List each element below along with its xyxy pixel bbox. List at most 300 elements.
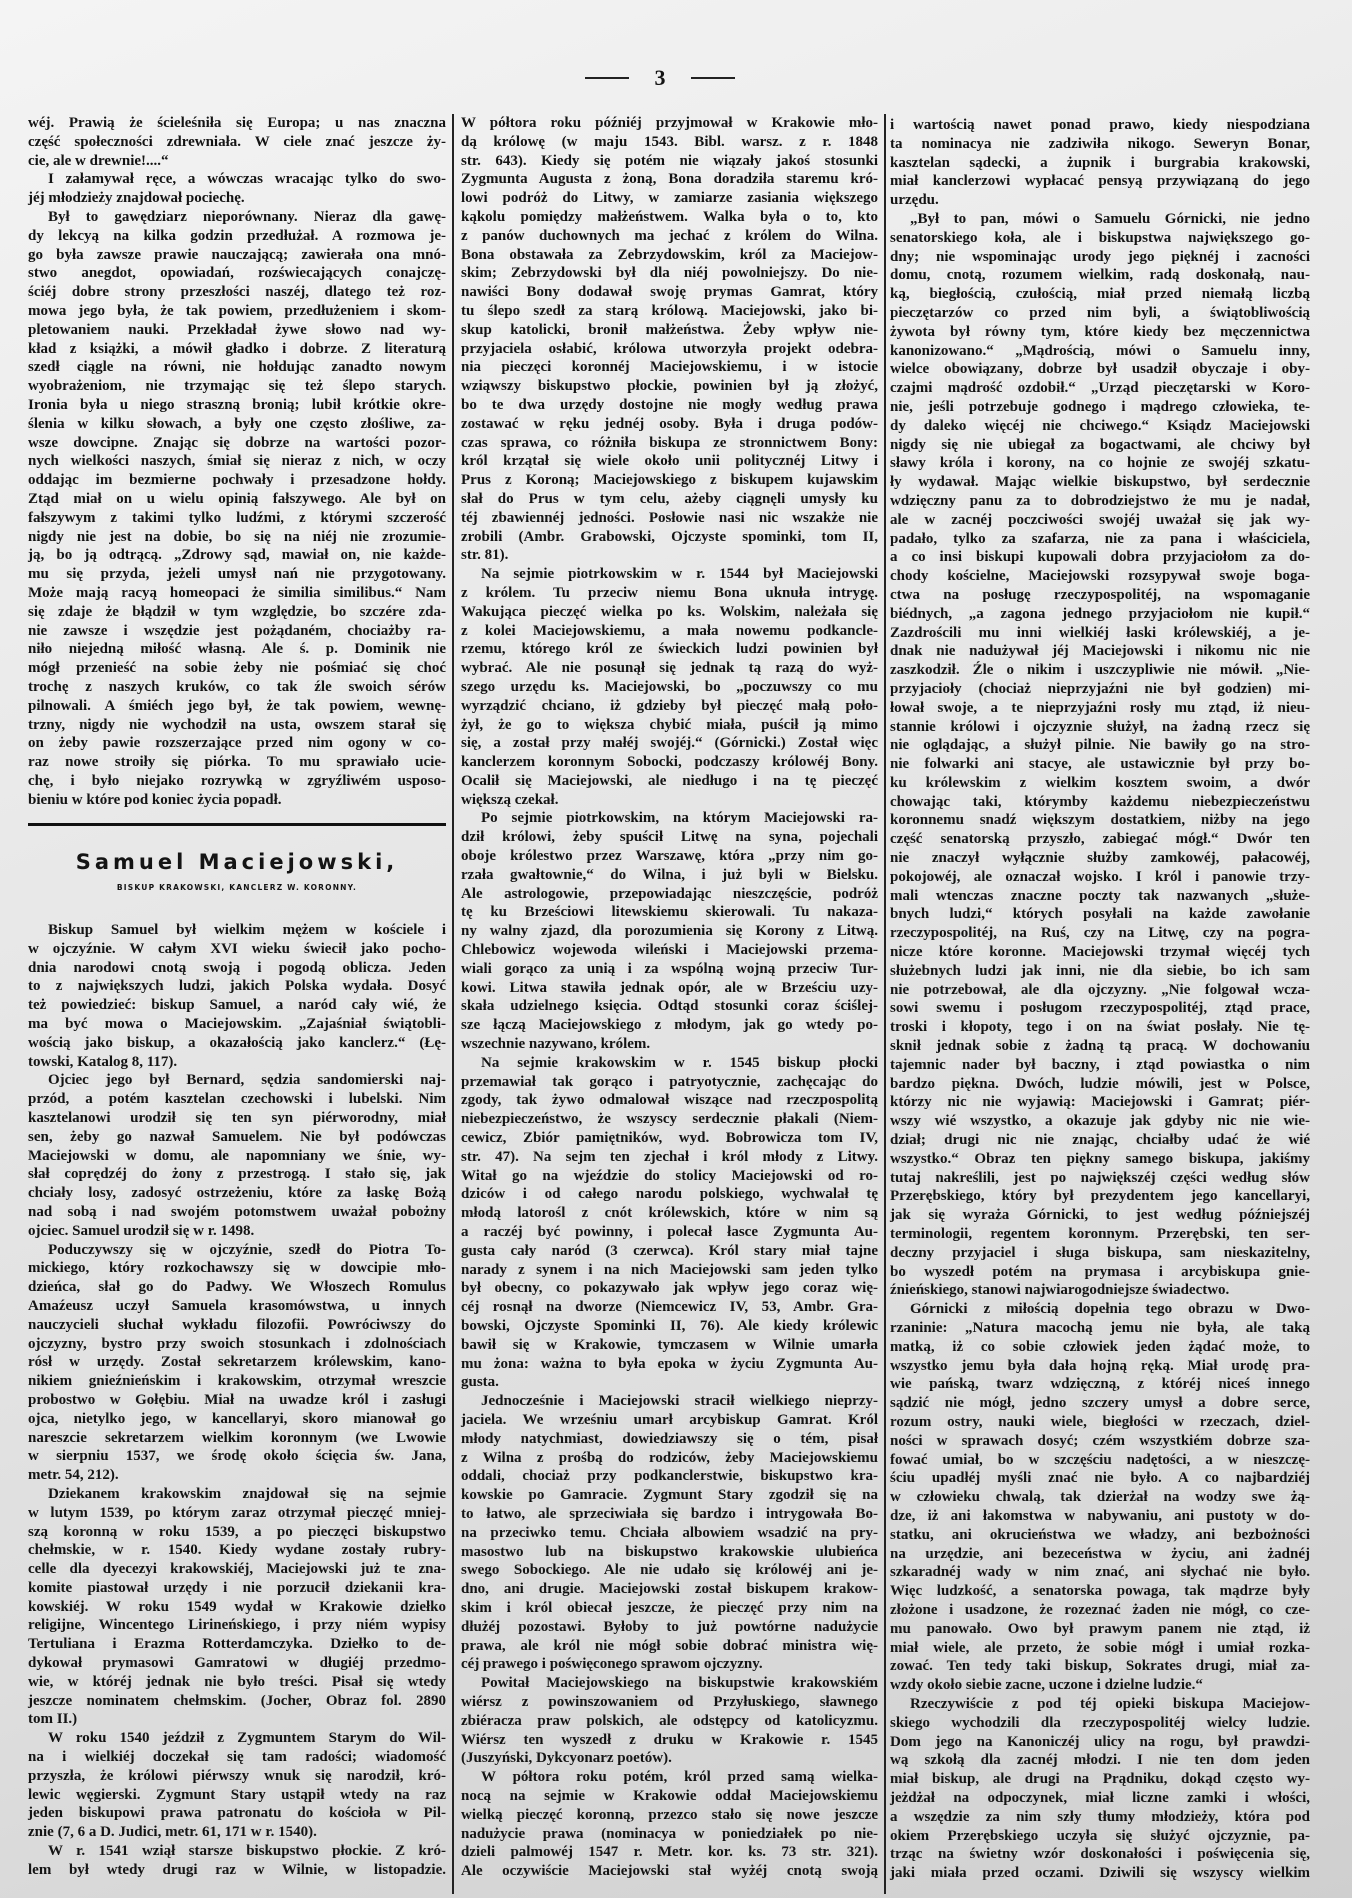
text-line: miał biskup, ale drugi na Prądniku, dokąd często wy- xyxy=(890,1771,1310,1788)
text-line: szedł ciągle na równi, nie hołdując zanadto nowym xyxy=(28,359,446,376)
text-line: bieniu w które pod koniec życia popadł. xyxy=(28,791,282,808)
text-line: kład z książki, a mówił gładko i dobrze. Z literaturą xyxy=(28,340,446,357)
text-line: Ale astrologowie, przepowiadając nieszczęście, podróż xyxy=(461,885,878,902)
text-line: rzała gwałtownie,“ do Wilna, i już byli w Bielsku. xyxy=(461,866,878,883)
text-line: stwo anegdot, opowiadań, rozświecających conajczę- xyxy=(28,265,446,282)
text-line: kowi. Litwa stawiła jednak opór, ale w Brześciu uzy- xyxy=(461,979,878,996)
text-line: Więc ludzkość, a senatorska powaga, tak mądrze były xyxy=(890,1583,1310,1600)
text-line: nigdy się nie ubiegał za bogactwami, ale chciwy był xyxy=(890,436,1310,453)
text-line: Ironia była u niego straszną bronią; lubił krótkie okre- xyxy=(28,396,446,413)
text-line: nie znaczył wyłącznie służby zamkowéj, pałacowéj, xyxy=(890,850,1310,867)
text-line: rozum ostry, nauki wiele, biegłości w rzeczach, dziel- xyxy=(890,1413,1310,1430)
text-line: fować umiał, bo w szczęściu nadętości, a w nieszczę- xyxy=(890,1451,1310,1468)
text-line: dzieńca, słał go do Padwy. We Włoszech Romulus xyxy=(28,1279,446,1296)
text-line: ojciec. Samuel urodził się w r. 1498. xyxy=(28,1222,255,1239)
text-line: nawiści Bony dodawał swoję prymas Gamrat, który xyxy=(461,284,878,301)
text-line: ma być mowa o Maciejowskim. „Zajaśniał świątobli- xyxy=(28,1015,446,1032)
page-number-dash-left xyxy=(585,77,629,79)
text-line: wiali gorąco za unią i za wspólną wojną przeciw Tur- xyxy=(461,960,878,977)
text-line: „Był to pan, mówi o Samuelu Górnicki, nie jedno xyxy=(910,210,1310,227)
text-line: jeden biskupowi prawa patronatu do kościoła w Pil- xyxy=(28,1805,446,1822)
text-line: ctwa na posługę rzeczypospolitéj, na wspomaganie xyxy=(890,586,1310,603)
text-line: Amaźeusz uczył Samuela krasomówstwa, u innych xyxy=(28,1297,446,1314)
text-line: mali wtenczas znaczne poczty tak nazwanych „służe- xyxy=(890,887,1310,904)
text-line: większą czekał. xyxy=(461,791,559,808)
text-line: zaszkodził. Źle o nikim i uszczypliwie nie mówił. „Nie- xyxy=(890,662,1310,679)
paragraph xyxy=(461,114,878,565)
text-line: Ale oczywiście Maciejowski stał wyżéj cnotą swoją xyxy=(461,1863,878,1880)
text-line: nocą na sejmie w Krakowie oddał Maciejowskiemu xyxy=(461,1787,878,1804)
text-line: z kolei Maciejowskiemu, a mała nowemu podkancle- xyxy=(461,622,878,639)
paragraph xyxy=(28,1842,446,1880)
article-title: Samuel Maciejowski, xyxy=(75,850,399,874)
text-line: miał wiele, ale przeto, że sobie mógł i umiał rozka- xyxy=(890,1639,1310,1656)
text-line: ny walny zjazd, dla porozumienia się Korony z Litwą. xyxy=(461,923,878,940)
paragraph xyxy=(28,1241,446,1485)
text-line: którzy nic nie wyjawią: Maciejowski i Gamrat; piér- xyxy=(890,1094,1310,1111)
text-line: niebezpieczeństwo, że wszyscy serdecznie płakali (Niem- xyxy=(461,1111,878,1128)
text-line: dykował prymasowi Gamratowi w długiéj przedmo- xyxy=(28,1655,446,1672)
text-line: Prus z Koroną; Maciejowskiego z biskupem kujawskim xyxy=(461,472,878,489)
text-line: zostawać w ręku jednéj osoby. Była i druga podów- xyxy=(461,415,878,432)
text-line: się, a został przy małéj swojéj.“ (Górnicki.) Został więc xyxy=(461,735,878,752)
text-line: wie pańską, twarz wdzięczną, z któréj niceś innego xyxy=(890,1376,1310,1393)
text-line: Chlebowicz wojewoda wileński i Maciejowski przema- xyxy=(461,942,878,959)
text-line: wiérsz z powinszowaniem od Przyłuskiego, sławnego xyxy=(461,1693,878,1710)
text-line: Był to gawędziarz nieporównany. Nieraz dla gawę- xyxy=(48,208,446,225)
text-line: wością jako biskup, a okazałością jako kanclerz.“ (Łę- xyxy=(28,1034,446,1051)
text-line: ły wydawał. Mając wielkie biskupstwo, był serdecznie xyxy=(890,474,1310,491)
text-line: wielce obowiązany, dobrze był usadził obyczaje i oby- xyxy=(890,361,1310,378)
paragraph xyxy=(890,116,1310,210)
text-line: szego urzędu ks. Maciejowski, bo „poczuwszy co mu xyxy=(461,678,878,695)
page-number-value: 3 xyxy=(654,65,666,90)
text-line: cewicz, Zbiór pamiętników, wyd. Bobrowicza tom IV, xyxy=(461,1130,878,1147)
text-line: z Wilna z prośbą do rodziców, żeby Maciejowskiemu xyxy=(461,1449,878,1466)
text-line: chody kościelne, Maciejowski rozsypywał swoje boga- xyxy=(890,568,1310,585)
paragraph xyxy=(461,1674,878,1768)
text-line: mu się przyda, jeżeli umysł nań nie przygotowany. xyxy=(28,566,446,583)
text-line: Wakująca pieczęć wielka po ks. Wolskim, należała się xyxy=(461,603,878,620)
paragraph xyxy=(28,1729,446,1842)
text-line: nie folwarki ani stacye, ale ustawicznie był przy bo- xyxy=(890,756,1310,773)
text-line: nad sobą i nad swojém potomstwem uważał pobożny xyxy=(28,1203,446,1220)
paragraph xyxy=(461,1054,878,1392)
text-line: przyjaciela osłabić, królowa utworzyła projekt odebra- xyxy=(461,340,878,357)
text-line: wziąwszy biskupstwo płockie, powinien był ją złożyć, xyxy=(461,378,878,395)
text-line: ojca, nietylko jego, w kancellaryi, skoro mianował go xyxy=(28,1410,446,1427)
text-line: towski, Katalog 8, 117). xyxy=(28,1053,178,1070)
text-line: lewic węgierski. Zygmunt Stary ustąpił wtedy na raz xyxy=(28,1786,446,1803)
text-line: matką, iż co sobie człowiek jeden żądać może, to xyxy=(890,1338,1310,1355)
text-line: dy daleko więcéj nie chciwego.“ Ksiądz Maciejowski xyxy=(890,417,1310,434)
text-line: Poduczywszy się w ojczyźnie, szedł do Piotra To- xyxy=(48,1241,446,1258)
text-line: przód, a potém kasztelan czechowski i lubelski. Nim xyxy=(28,1091,446,1108)
text-line: domu, cnotą, rozumem wielkim, radą doskonałą, nau- xyxy=(890,267,1310,284)
text-line: Zygmunta Augusta z żoną, Bona doradziła staremu kró- xyxy=(461,171,878,188)
text-line: dą królowę (w maju 1543. Bibl. warsz. z r. 1848 xyxy=(461,133,878,150)
text-line: Witał go na wjeździe do stolicy Maciejowski od ro- xyxy=(461,1167,878,1184)
text-line: Górnicki z miłością dopełnia tego obrazu w Dwo- xyxy=(910,1301,1310,1318)
text-line: wie, w któréj jednak nie było treści. Pisał się wtedy xyxy=(28,1673,446,1690)
text-line: słał do Prus w tym celu, ażeby ciągnęli umysły ku xyxy=(461,490,878,507)
text-line: oboje królestwo przez Warszawę, która „przy nim go- xyxy=(461,848,878,865)
text-line: w człowieku chwalą, tak dzierżał na wodzy swe żą- xyxy=(890,1489,1310,1506)
text-line: rzeczypospolitéj, na Ruś, czy na Litwę, czy na pogra- xyxy=(890,925,1310,942)
text-line: ślenia w kilku słowach, a były one często złośliwe, za- xyxy=(28,415,446,432)
text-line: zgody, tak żywo odmalował wiszące nad rzeczpospolitą xyxy=(461,1092,878,1109)
text-line: céj rosnął na dworze (Niemcewicz IV, 53, Ambr. Gra- xyxy=(461,1299,878,1316)
text-line: stannie królowi i ojczyznie służył, na żadną rzecz się xyxy=(890,718,1310,735)
text-line: (Juszyński, Dykcyonarz poetów). xyxy=(461,1750,672,1767)
text-line: bnych ludzi,“ których posyłali na każde zawołanie xyxy=(890,906,1310,923)
text-line: prawa, ale król nie mógł sobie dobrać ministra wię- xyxy=(461,1637,878,1654)
text-line: jeżdżał na odpoczynek, miał liczne zamki i włości, xyxy=(890,1789,1310,1806)
text-line: i wartością nawet ponad prawo, kiedy niespodziana xyxy=(890,117,1310,133)
text-line: przemawiał tak gorąco i patryotycznie, zachęcając do xyxy=(461,1073,878,1090)
text-line: nie potrzebował, ale dla ojczyzny. „Nie folgował wcza- xyxy=(890,981,1310,998)
text-line: Przerębskiego, który był prezydentem jego kancellaryi, xyxy=(890,1188,1310,1205)
text-line: zbiéracza praw polskich, ale odstępcy od katolicyzmu. xyxy=(461,1712,878,1729)
text-line: lowi podróż do Litwy, w zamiarze zasiania większego xyxy=(461,190,878,207)
text-line: I załamywał ręce, a wówczas wracając tylko do swo- xyxy=(48,171,446,188)
text-line: był obecny, co pokazywało jak wpływ jego coraz wię- xyxy=(461,1280,878,1297)
text-line: z panów duchownych ma jechać z królem do Wilna. xyxy=(461,227,878,244)
text-line: chę, i było niejako rozrywką w zgryźliwém usposo- xyxy=(28,772,446,789)
text-line: żył, że go to większa chybić miała, puścił ją mimo xyxy=(461,716,878,733)
text-line: kowskiéj. W roku 1549 wydał w Krakowie dziełko xyxy=(28,1598,446,1615)
text-line: ściéj dobre strony przeszłości naszéj, dlatego też roz- xyxy=(28,284,446,301)
text-line: bowski, Ojczyste Spominki II, 76). Ale kiedy królewic xyxy=(461,1318,878,1334)
text-line: wszystko jemu była dała hojną ręką. Miał urodę pra- xyxy=(890,1357,1310,1374)
text-line: bardzo piękna. Dwóch, ludzie mówili, jest w Polsce, xyxy=(890,1075,1310,1092)
text-line: céj prawego i poświęconego sprawom ojczyzny. xyxy=(461,1656,763,1673)
text-line: zrobili (Ambr. Grabowski, Ojczyste spominki, tom II, xyxy=(461,528,878,545)
text-line: rzaninie: „Natura macochą jemu nie była, ale taką xyxy=(890,1320,1310,1336)
text-line: tu ślepo szedł za starą królową. Maciejowski, jako bi- xyxy=(461,302,878,319)
text-line: kanonizowano.“ „Mądrością, mówi o Samuelu inny, xyxy=(890,342,1310,359)
text-line: wielką pieczęć koronną, przezco stało się nowe jeszcze xyxy=(461,1806,878,1823)
text-line: Rzeczywiście z pod téj opieki biskupa Maciejow- xyxy=(910,1695,1310,1712)
text-line: Ocalił się Maciejowski, ale niedługo i na tę pieczęć xyxy=(461,772,878,789)
text-line: chełmskie, w r. 1540. Kiedy wydane zostały rubry- xyxy=(28,1542,446,1559)
text-line: deczny przyjaciel i sługa biskupa, sam nieskazitelny, xyxy=(890,1244,1310,1261)
paragraph xyxy=(461,565,878,809)
text-line: nie oglądając, a służył pilnie. Nie bawiły go na stro- xyxy=(890,737,1310,754)
text-line: dnak nie nadużywał jéj Maciejowski i nikomu nic nie xyxy=(890,643,1310,660)
text-line: Maciejowski w domu, ale napomniany we śnie, wy- xyxy=(28,1147,446,1164)
text-line: skim i król obiecał jeszcze, że pieczęć przy nim na xyxy=(461,1599,878,1616)
text-line: ta nominacya nie zadziwiła nikogo. Seweryn Bonar, xyxy=(890,135,1310,152)
text-line: a raczéj być powinny, i polecał łasce Zygmunta Au- xyxy=(461,1224,878,1241)
text-line: on żeby pawie rozszerzające przed nim ogony w co- xyxy=(28,735,446,752)
text-line: miał kanclerzowi wypłacać pensyą przywiązaną do jego xyxy=(890,173,1310,190)
text-line: tę ku Brześciowi litewskiemu skierowali. Tu nakaza- xyxy=(461,904,878,921)
text-line: W półtora roku późniéj przyjmował w Krakowie mło- xyxy=(461,115,878,131)
text-line: to z największych ludzi, jakich Polska wydała. Dosyć xyxy=(28,978,446,995)
text-line: nadużycie prawa (nominacya w poniedziałek po nie- xyxy=(461,1825,878,1842)
text-line: senatorskiego koła, ale i biskupstwa największego go- xyxy=(890,229,1310,246)
text-line: dze, iż ani łakomstwa w nabywaniu, ani pustoty w do- xyxy=(890,1507,1310,1524)
text-line: sądzić nie mógł, jedno szczery umysł a dobre serce, xyxy=(890,1395,1310,1412)
text-line: gusta. xyxy=(461,1374,499,1391)
text-line: bo te dwa urzędy dostojne nie mogły według prawa xyxy=(461,396,878,413)
paragraph xyxy=(28,921,446,1071)
text-line: raz nowe stroiły się piórka. To mu sprawiało ucie- xyxy=(28,754,446,771)
text-line: nikiem gnieźnieńskim i krakowskim, otrzymał wreszcie xyxy=(28,1373,446,1390)
text-line: sen, żeby go nazwał Samuelem. Nie był podówczas xyxy=(28,1128,446,1145)
text-line: wsze dowcipne. Znając się dobrze na wartości pozor- xyxy=(28,434,446,451)
text-line: nauczycieli słuchał wykładu filozofii. Powróciwszy do xyxy=(28,1316,446,1333)
text-line: mu panowało. Owo był prawym panem nie ztąd, iż xyxy=(890,1620,1310,1637)
text-line: oddając im bezmierne pochwały i przesadzone hołdy. xyxy=(28,472,446,489)
paragraph xyxy=(890,210,1310,1300)
text-line: dził królowi, żeby spuścił Litwę na syna, pojechali xyxy=(461,829,878,846)
text-line: masostwo lub na biskupstwo krakowskie ulubieńca xyxy=(461,1543,878,1560)
text-line: złożone i usadzone, że rozeznać żaden nie mógł, co cze- xyxy=(890,1601,1310,1618)
paragraph xyxy=(461,1392,878,1674)
text-line: w lutym 1539, po którym zaraz otrzymał pieczęć mniej- xyxy=(28,1504,446,1521)
text-line: pieczętarzów co przed nim byli, a świątobliwością xyxy=(890,304,1310,321)
text-line: czas sprawa, co różniła biskupa ze stronnictwem Bony: xyxy=(461,434,878,451)
text-line: mu żona: ważna to była epoka w życiu Zygmunta Au- xyxy=(461,1355,878,1372)
text-line: przyszła, że królowi piérwszy wnuk się narodził, kró- xyxy=(28,1767,446,1784)
text-line: sze łączą Maciejowskiego z młodym, jak go wtedy po- xyxy=(461,1017,878,1034)
text-line: Wiérsz ten wyszedł z druku w Krakowie r. 1545 xyxy=(461,1731,878,1748)
text-line: ją, bo ją odtrącą. „Zdrowy sąd, mawiał on, nie każde- xyxy=(28,547,446,564)
paragraph xyxy=(890,1695,1310,1883)
text-line: kąkolu pomiędzy małżeństwem. Walka była o to, kto xyxy=(461,208,878,225)
column-1-top-text xyxy=(28,114,446,809)
text-line: jeszcze nominatem chełmskim. (Jocher, Obraz fol. 2890 xyxy=(28,1692,446,1709)
text-line: troski i kłopoty, tego i on na świat posłały. Nie tę- xyxy=(890,1019,1310,1036)
column-rule-right xyxy=(884,114,886,1894)
text-line: wą szkołą dla zacnéj młodzi. I nie ten dom jeden xyxy=(890,1752,1310,1769)
text-line: urzędu. xyxy=(890,192,939,209)
text-line: okiem Przerębskiego uczyła się służyć ojczyznie, pa- xyxy=(890,1827,1310,1844)
text-line: jak się wyraża Górnicki, to jest według późniejszéj xyxy=(890,1207,1310,1224)
text-line: probostwo w Gołębiu. Miał na uwadze król i zasługi xyxy=(28,1391,446,1408)
paragraph xyxy=(28,170,446,208)
text-line: wybrać. Ale nie posunął się jednak tą razą do wyż- xyxy=(461,660,878,677)
text-line: nych wielkości naszych, śmiał się nieraz z nich, w oczy xyxy=(28,453,446,470)
text-line: na przeciwko temu. Chciała albowiem wsadzić na pry- xyxy=(461,1524,878,1541)
text-line: ale w zacnéj poczciwości swojéj uważał się jak wy- xyxy=(890,511,1310,528)
text-line: zować. Ten tedy taki biskup, Sokrates drugi, miał za- xyxy=(890,1658,1310,1675)
text-line: nicze które koronne. Maciejowski trzymał więcéj tych xyxy=(890,944,1310,961)
paragraph xyxy=(28,1071,446,1240)
paragraph xyxy=(461,809,878,1053)
text-line: część senatorską przyszło, zabiegać mógł.“ Dwór ten xyxy=(890,831,1310,848)
text-line: kanclerzem koronnym Sobocki, podczaszy królowéj Bony. xyxy=(461,754,878,771)
text-line: celle dla dyecezyi krakowskiéj, Maciejowski już te zna- xyxy=(28,1561,446,1578)
text-line: młodą latorośl z cnót królewskich, które w nim są xyxy=(461,1205,878,1222)
text-line: padało, tylko za szafarza, nie za pana i właściciela, xyxy=(890,530,1310,547)
article-divider xyxy=(28,823,446,826)
text-line: statku, ani okrucieństwa we władzy, ani bezbożności xyxy=(890,1526,1310,1543)
text-line: str. 47). Na sejm ten zjechał i król młody z Litwy. xyxy=(461,1148,878,1165)
text-line: nareszcie sekretarzem wielkim koronnym (we Lwowie xyxy=(28,1429,446,1446)
paragraph xyxy=(28,114,446,170)
text-line: Po sejmie piotrkowskim, na którym Maciejowski ra- xyxy=(481,810,878,827)
text-line: dłużéj pozostawi. Byłoby to już powtórne nadużycie xyxy=(461,1618,878,1635)
text-line: kasztelanowi urodził się ten syn piérworodny, miał xyxy=(28,1109,446,1126)
text-line: bawił się w Krakowie, tymczasem w Wilnie umarła xyxy=(461,1336,878,1353)
text-line: tom II.) xyxy=(28,1711,78,1728)
text-line: dzieli palmowéj 1547 r. Metr. kor. ks. 73 str. 321). xyxy=(461,1844,878,1861)
text-line: tutaj nakreślili, jest po największéj części według słów xyxy=(890,1169,1310,1186)
text-line: wyobrażeniom, nie trzymając się też ślepo starych. xyxy=(28,378,446,395)
text-line: ką, biegłością, czułością, miał przed niemałą liczbą xyxy=(890,286,1310,303)
text-line: żywota był równy tym, które kiedy bez męczennictwa xyxy=(890,323,1310,340)
text-line: str. 81). xyxy=(461,547,509,564)
text-line: to łatwo, ale sprzeciwiała się bardzo i intrygowała Bo- xyxy=(461,1505,878,1522)
text-line: źnieńskiego, stanowi najwiarogodniejsze świadectwo. xyxy=(890,1282,1230,1299)
text-line: Ojciec jego był Bernard, sędzia sandomierski naj- xyxy=(48,1072,446,1089)
text-line: Może mają racyą homeopaci że similia similibus.“ Nam xyxy=(28,584,446,601)
text-line: a co insi biskupi kupowali dobra przyjaciołom za do- xyxy=(890,549,1310,566)
text-line: wzdy około siebie zacne, uczone i dzielne ludzie.“ xyxy=(890,1677,1203,1694)
text-line: religijne, Wincentego Lirineńskiego, i przy niém wypisy xyxy=(28,1617,446,1634)
text-line: jaciela. We wrześniu umarł arcybiskup Gamrat. Król xyxy=(461,1411,878,1428)
text-line: terminologii, regentem koronnym. Przerębski, ten ser- xyxy=(890,1226,1310,1243)
text-line: jaki miała przed oczami. Dziwili się wszyscy wielkim xyxy=(890,1865,1310,1882)
column-3-text xyxy=(890,116,1310,1883)
text-line: koronnemu snadź większym dostatkiem, niżby na jego xyxy=(890,812,1310,829)
text-line: cie, ale w drewnie!....“ xyxy=(28,152,169,169)
paragraph xyxy=(890,1300,1310,1695)
text-line: szkaradnéj wady w nim znać, ani słychać nie było. xyxy=(890,1564,1310,1581)
page-number xyxy=(585,64,735,92)
text-line: narady z synem i na nich Maciejowski sam jeden tylko xyxy=(461,1261,878,1278)
text-line: Na sejmie piotrkowskim w r. 1544 był Maciejowski xyxy=(481,566,878,583)
text-line: nigdy nie jest na dobie, bo się na niéj nie zrozumie- xyxy=(28,528,446,545)
column-rule-left xyxy=(452,114,454,1894)
text-line: swego Sobockiego. Ale nie udało się królowéj ani je- xyxy=(461,1562,878,1579)
text-line: skała udzielnego księcia. Odtąd stosunki coraz ściślej- xyxy=(461,998,878,1015)
text-line: nia pieczęci koronnéj Maciejowskiemu, i w istocie xyxy=(461,359,878,376)
text-line: Ztąd miał on u wielu opinią fałszywego. Ale był on xyxy=(28,490,446,507)
text-line: przyjacioły (chociaż nieprzyjaźni nie był godzien) mi- xyxy=(890,680,1310,697)
text-line: wszystko.“ Obraz ten piękny samego biskupa, jakiśmy xyxy=(890,1150,1310,1167)
text-line: czajmi mądrość ozdobił.“ „Urząd pieczętarski w Koro- xyxy=(890,380,1310,397)
text-line: trochę z naszych kruków, co tak źle swoich sérów xyxy=(28,678,446,695)
text-line: na urzędzie, ani bezeceństwa w życiu, ani żadnéj xyxy=(890,1545,1310,1562)
text-line: dnia narodowi cnotą swoją i pogodą oblicza. Jeden xyxy=(28,959,446,976)
text-line: fałszywym z takimi tylko ludźmi, z którymi szczerość xyxy=(28,509,446,526)
text-line: bo wyszedł potém na prymasa i arcybiskupa gnie- xyxy=(890,1263,1310,1280)
text-line: służebnych ludzi jak inni, nie dla siebie, bo ich sam xyxy=(890,962,1310,979)
text-line: Tertuliana i Erazma Rotterdamczyka. Dziełko to de- xyxy=(28,1636,446,1653)
text-line: sławy króla i korony, na co hojnie ze swojéj szkatu- xyxy=(890,455,1310,472)
text-line: téj zbawiennéj jedności. Posłowie nasi nic wszakże nie xyxy=(461,509,878,526)
text-line: Jednocześnie i Maciejowski stracił wielkiego nieprzy- xyxy=(481,1393,878,1410)
text-line: król krzątał się wiele około unii politycznéj Litwy i xyxy=(461,453,878,470)
text-line: niło niejedną miłość własną. Ale ś. p. Dominik nie xyxy=(28,641,446,658)
text-line: pokojowéj, ale oznaczał wojsko. I król i panowie trzy- xyxy=(890,868,1310,885)
text-line: wszy wié wszystko, a okazuje jak gdyby nic nie wie- xyxy=(890,1113,1310,1130)
text-line: metr. 54, 212). xyxy=(28,1467,119,1484)
text-line: nie, jeśli potrzebuje godnego i mądrego człowieka, te- xyxy=(890,398,1310,415)
text-line: w ojczyźnie. W całym XVI wieku świecił jako pocho- xyxy=(28,940,446,957)
article-subtitle: BISKUP KRAKOWSKI, KANCLERZ W. KORONNY. xyxy=(116,883,358,892)
text-line: str. 643). Kiedy się potém nie wiązały jakoś stosunki xyxy=(461,152,878,169)
text-line: dziców i od całego narodu polskiego, wychwalał tę xyxy=(461,1186,878,1203)
text-line: chowając taki, którymby każdemu niebezpieczeństwu xyxy=(890,793,1310,810)
column-1-article-text xyxy=(28,921,446,1880)
text-line: wéj. Prawią że ścieleśniła się Europa; u nas znaczna xyxy=(28,115,446,131)
text-line: pletowaniem nauki. Przekładał żywe słowo nad wy- xyxy=(28,321,446,338)
text-line: mógł przenieść na sobie żeby nie pośmiać się choć xyxy=(28,660,446,677)
text-line: z królem. Tu przeciw niemu Bona uknuła intrygę. xyxy=(461,584,878,601)
text-line: go była zawsze prawie nauczającą; zawierała ona mnó- xyxy=(28,246,446,263)
text-line: W r. 1541 wziął starsze biskupstwo płockie. Z kró- xyxy=(48,1843,446,1860)
text-line: chciały losy, zadosyć ostrzeżeniu, które za łaskę Bożą xyxy=(28,1185,446,1202)
text-line: Zazdrościli mu inni wielkiéj łaski królewskiéj, a je- xyxy=(890,624,1310,641)
text-line: znie (7, 6 a D. Judici, metr. 61, 171 w r. 1540). xyxy=(28,1824,317,1841)
text-line: Powitał Maciejowskiego na biskupstwie krakowskiém xyxy=(481,1675,878,1692)
text-line: jéj młodzieży znajdował pociechę. xyxy=(28,190,245,207)
text-line: rzemu, którego król ze świeckich ludzi powinien był xyxy=(461,641,878,658)
paragraph xyxy=(461,1768,878,1881)
paragraph xyxy=(28,208,446,810)
text-line: słał coprędzéj do żony z przestrogą. I stało się, jak xyxy=(28,1166,446,1183)
text-line: skup katolicki, bronił małżeństwa. Żeby wpływ nie- xyxy=(461,321,878,338)
paragraph xyxy=(28,1485,446,1729)
text-line: pilnowali. A śmiéch jego był, że tak powiem, wewnę- xyxy=(28,697,446,714)
text-line: ku królewskim z wielkim kosztem swoim, a dwór xyxy=(890,774,1310,791)
text-line: dno, ani drugie. Maciejowski został biskupem krakow- xyxy=(461,1581,878,1598)
text-line: dział; drugi nic nie znając, chciałby udać że wié xyxy=(890,1132,1310,1149)
text-line: też powiedzieć: biskup Samuel, a naród cały wié, że xyxy=(28,997,446,1014)
text-line: biédnych, „a zagona jednego przyjaciołom nie kupił.“ xyxy=(890,605,1310,622)
text-line: gusta cały naród (3 czerwca). Król stary miał tajne xyxy=(461,1242,878,1259)
text-line: Dziekanem krakowskim znajdował się na sejmie xyxy=(48,1485,446,1502)
text-line: kowskie po Gamracie. Zygmunt Stary zgodził się na xyxy=(461,1487,878,1504)
text-line: trzny, nigdy nie wychodził na usta, owszem starał się xyxy=(28,716,446,733)
text-line: na i wielkiéj doczekał się tam radości; wiadomość xyxy=(28,1749,446,1766)
text-line: wdzięczny panu za to dobrodziejstwo że mu je nadał, xyxy=(890,492,1310,509)
text-line: część społeczności zdrewniała. W ciele znać jeszcze ży- xyxy=(28,133,446,150)
text-line: Na sejmie krakowskim w r. 1545 biskup płocki xyxy=(481,1054,878,1071)
text-line: szą koronną w roku 1539, a po pieczęci biskupstwo xyxy=(28,1523,446,1540)
text-line: W półtora roku potém, król przed samą wielka- xyxy=(481,1769,878,1786)
text-line: rósł w urzędy. Został sekretarzem królewskim, kano- xyxy=(28,1354,446,1371)
text-line: W roku 1540 jeździł z Zygmuntem Starym do Wil- xyxy=(48,1730,446,1747)
text-line: tajemnic nader był baczny, i ztąd powiastka o nim xyxy=(890,1056,1310,1073)
text-line: sowi swemu i posługom rzeczypospolitéj, ztąd prace, xyxy=(890,1000,1310,1017)
text-line: wszechnie nazywano, królem. xyxy=(461,1036,651,1053)
text-line: ojczyzny, bystro przy swoich stosunkach i zdolnościach xyxy=(28,1335,446,1352)
column-2-text xyxy=(461,114,878,1881)
text-line: dny; nie wspominając urody jego pięknéj i zacności xyxy=(890,248,1310,265)
text-line: młody natychmiast, dowiedziawszy się o tém, pisał xyxy=(461,1430,878,1447)
text-line: wyrządzić chciano, iż gdzieby był pieczęć małą poło- xyxy=(461,697,878,714)
text-line: łował swoje, a te nieprzyjaźni rosły mu ztąd, iż nieu- xyxy=(890,699,1310,716)
text-line: komite piastował urzędy i nie porzucił dziekanii kra- xyxy=(28,1579,446,1596)
text-line: Bona obstawała za Zebrzydowskim, król za Maciejow- xyxy=(461,246,878,263)
text-line: nie zawsze i wszędzie jest pożądaném, chociażby ra- xyxy=(28,622,446,639)
text-line: trząc na świetny wzór doskonałości i poświęcenia się, xyxy=(890,1846,1310,1863)
text-line: Biskup Samuel był wielkim mężem w kościele i xyxy=(48,922,446,938)
text-line: Dom jego na Kanoniczéj ulicy na rogu, był prawdzi- xyxy=(890,1733,1310,1750)
text-line: w sierpniu 1537, we środę około ścięcia św. Jana, xyxy=(28,1448,446,1465)
text-line: oddali, chociaż przy podkanclerstwie, biskupstwo kra- xyxy=(461,1468,878,1485)
text-line: się zdaje że błądził w tym względzie, bo szczére zda- xyxy=(28,603,446,620)
page-number-dash-right xyxy=(691,77,735,79)
text-line: kasztelan sądecki, a żupnik i burgrabia krakowski, xyxy=(890,154,1310,171)
text-line: ności w sprawach dosyć; czém wszystkiém dobrze sza- xyxy=(890,1432,1310,1449)
